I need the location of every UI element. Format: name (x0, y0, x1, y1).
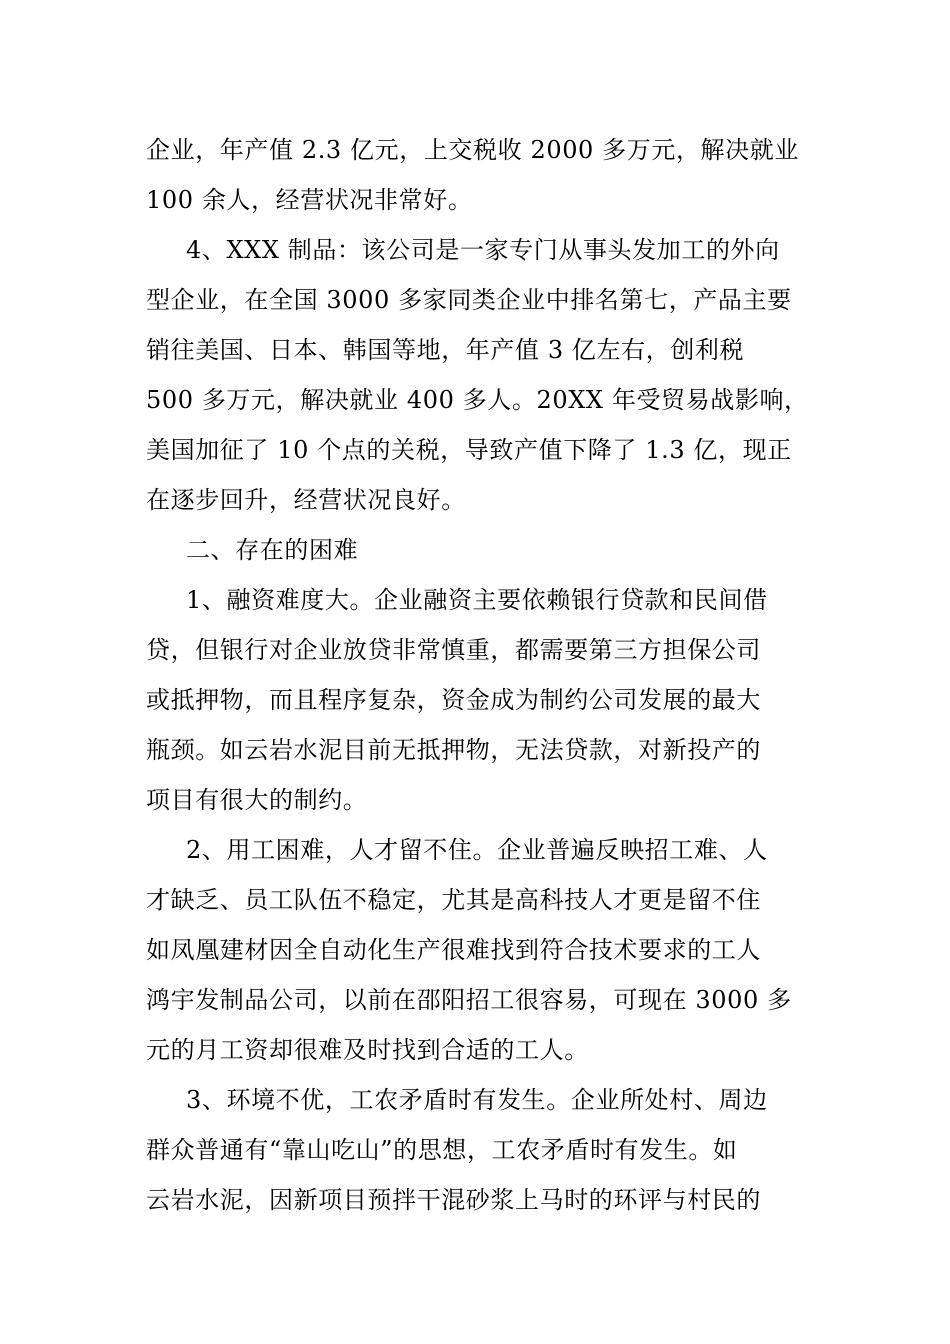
text-line: 销往美国、日本、韩国等地，年产值 3 亿左右，创利税 (146, 336, 745, 364)
text-line: 型企业，在全国 3000 多家同类企业中排名第七，产品主要 (146, 286, 792, 314)
paragraph-3-environment-start: 3、环境不优，工农矛盾时有发生。企业所处村、周边 (186, 1086, 768, 1114)
text-line: 贷，但银行对企业放贷非常慎重，都需要第三方担保公司 (146, 636, 761, 664)
text-line: 美国加征了 10 个点的关税，导致产值下降了 1.3 亿，现正 (146, 436, 792, 464)
text-line: 云岩水泥，因新项目预拌干混砂浆上马时的环评与村民的 (146, 1186, 761, 1214)
text-line: 或抵押物，而且程序复杂，资金成为制约公司发展的最大 (146, 686, 761, 714)
section-heading-difficulties: 二、存在的困难 (186, 536, 359, 564)
text-line: 群众普通有“靠山吃山”的思想，工农矛盾时有发生。如 (146, 1136, 738, 1164)
text-line: 瓶颈。如云岩水泥目前无抵押物，无法贷款，对新投产的 (146, 736, 761, 764)
paragraph-1-financing-start: 1、融资难度大。企业融资主要依赖银行贷款和民间借 (186, 586, 768, 614)
text-line: 才缺乏、员工队伍不稳定，尤其是高科技人才更是留不住 (146, 886, 761, 914)
text-line: 在逐步回升，经营状况良好。 (146, 486, 466, 514)
paragraph-4-xxx-products-start: 4、XXX 制品：该公司是一家专门从事头发加工的外向 (186, 236, 780, 264)
paragraph-2-labor-start: 2、用工困难，人才留不住。企业普遍反映招工难、人 (186, 836, 768, 864)
text-line: 100 余人，经营状况非常好。 (146, 186, 473, 214)
text-line: 500 多万元，解决就业 400 多人。20XX 年受贸易战影响， (146, 386, 809, 414)
text-line: 鸿宇发制品公司，以前在邵阳招工很容易，可现在 3000 多 (146, 986, 792, 1014)
text-line: 项目有很大的制约。 (146, 786, 368, 814)
text-line: 如凤凰建材因全自动化生产很难找到符合技术要求的工人 (146, 936, 761, 964)
text-line: 元的月工资却很难及时找到合适的工人。 (146, 1036, 589, 1064)
text-line: 企业，年产值 2.3 亿元，上交税收 2000 多万元，解决就业 (146, 136, 799, 164)
